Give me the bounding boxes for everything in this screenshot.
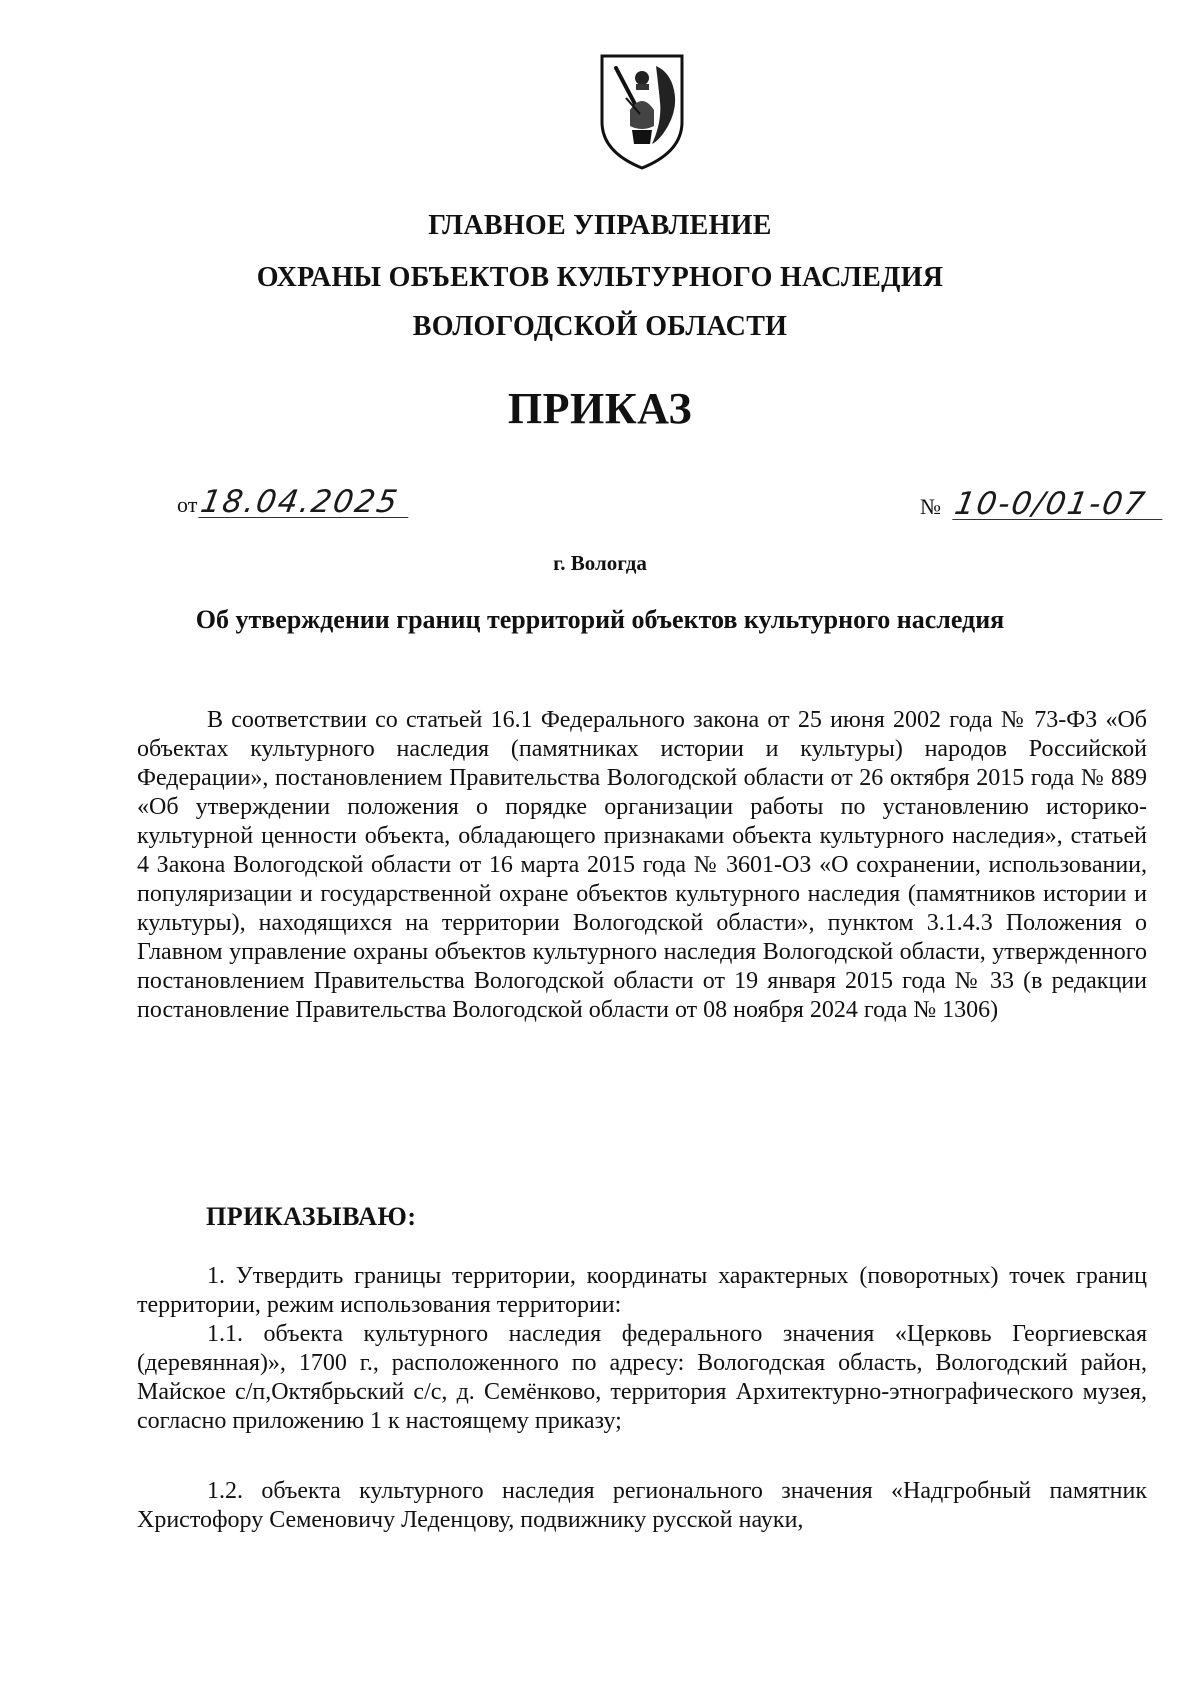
org-name-line-3: ВОЛОГОДСКОЙ ОБЛАСТИ	[412, 311, 788, 342]
order-date	[177, 484, 411, 520]
number-prefix: №	[920, 494, 941, 519]
org-name-line-1: ГЛАВНОЕ УПРАВЛЕНИЕ	[428, 210, 772, 241]
preamble-paragraph: В соответствии со статьей 16.1 Федерального закона от 25 июня 2002 года № 73-ФЗ «Об объектах культурного наследия (памятниках истории и культуры) народов Российской Федерации», постановлением Правительства Вологодской области от 26 октября 2015 года № 889 «Об утверждении положения о порядке организации работы по установлению историко-культурной ценности объекта, обладающего признаками объекта культурного наследия», статьей 4 Закона Вологодской области от 16 марта 2015 года № 3601-ОЗ «О сохранении, использовании, популяризации и государственной охране объектов культурного наследия (памятников истории и культуры), находящихся на территории Вологодской области», пунктом 3.1.4.3 Положения о Главном управление охраны объектов культурного наследия Вологодской области, утвержденного постановлением Правительства Вологодской области от 19 января 2015 года № 33 (в редакции постановление Правительства Вологодской области от 08 ноября 2024 года № 1306)	[137, 707, 1147, 1023]
handwritten-number: 10-0/01-07	[952, 489, 1167, 520]
vologda-coat-of-arms-icon	[596, 52, 688, 172]
order-item-1: 1. Утвердить границы территории, координаты характерных (поворотных) точек границ территории, режим использования территории:	[137, 1263, 1147, 1318]
org-name-line-2: ОХРАНЫ ОБЪЕКТОВ КУЛЬТУРНОГО НАСЛЕДИЯ	[256, 262, 944, 293]
date-prefix: от	[177, 492, 198, 517]
city-line: г. Вологда	[553, 551, 647, 575]
order-subject: Об утверждении границ территорий объектов культурного наследия	[195, 605, 1005, 634]
order-item-1-1: 1.1. объекта культурного наследия федерального значения «Церковь Георгиевская (деревянная)», 1700 г., расположенного по адресу: Вологодская область, Вологодский район, Майское с/п,Октябрьский с/с, д. Семёнково, территория Архитектурно-этнографического музея, согласно приложению 1 к настоящему приказу;	[137, 1321, 1147, 1434]
document-type-title: ПРИКАЗ	[507, 384, 693, 433]
order-number	[920, 486, 1165, 522]
handwritten-date: 18.04.2025	[199, 487, 414, 518]
order-item-1-2: 1.2. объекта культурного наследия регионального значения «Надгробный памятник Христофору Семеновичу Леденцову, подвижнику русской науки,	[137, 1478, 1147, 1533]
order-directive-word: ПРИКАЗЫВАЮ:	[206, 1202, 417, 1231]
